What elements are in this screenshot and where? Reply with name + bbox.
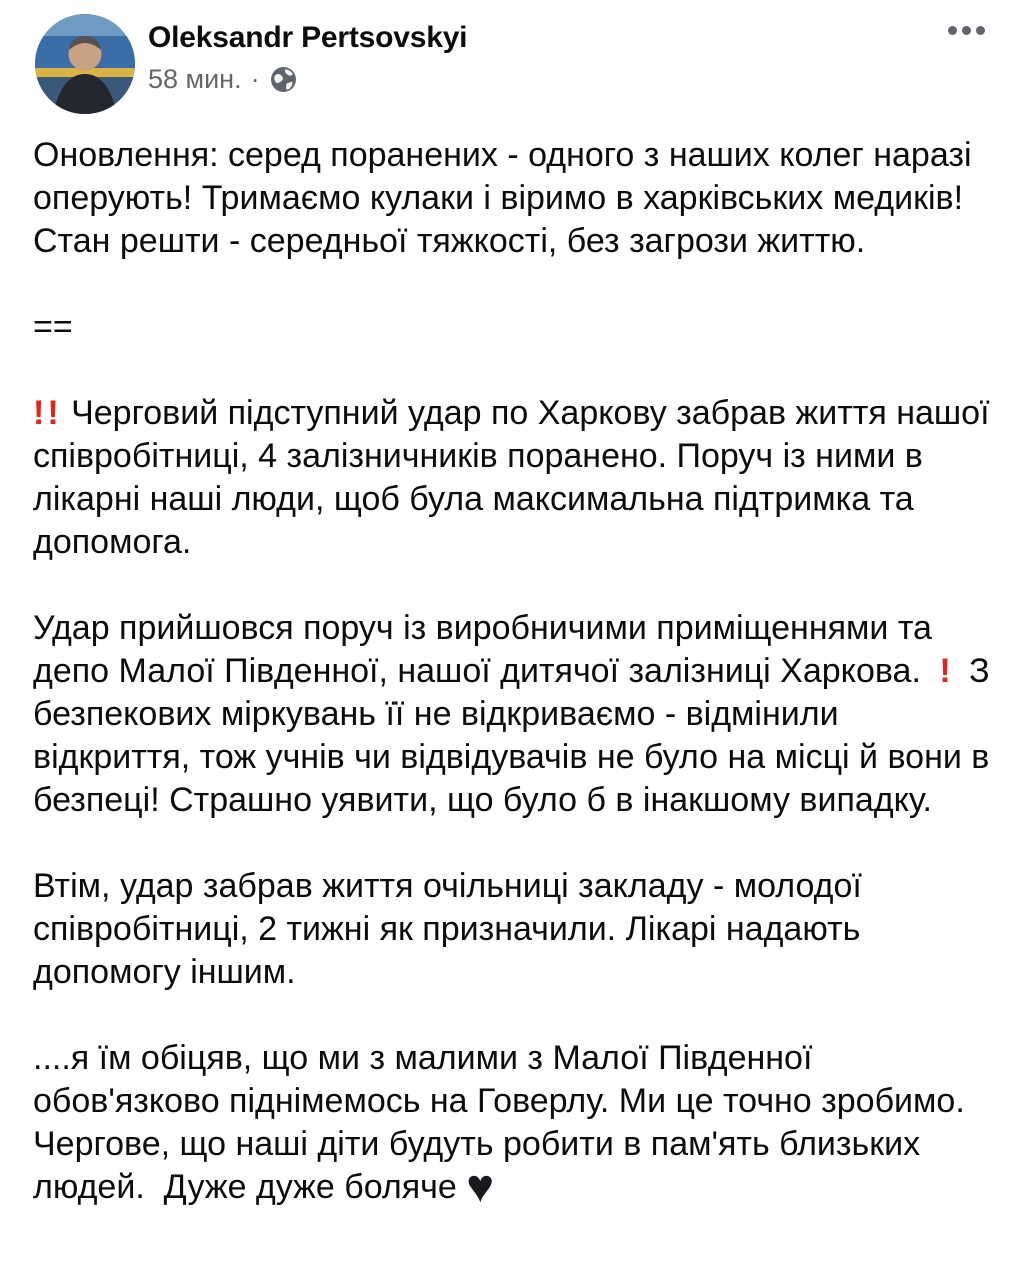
timestamp[interactable]: 58 мин. [148, 64, 242, 94]
paragraph-text: ....я їм обіцяв, що ми з малими з Малої Південної обов'язково піднімемось на Говерлу. Ми це точно зробимо. Чергове, що наші діти будуть робити в пам'ять близьких людей. Дуже дуже боляче [33, 1039, 975, 1206]
black-heart-icon: ♥ [466, 1159, 495, 1212]
post-body [0, 118, 1023, 1212]
paragraph-text: Черговий підступний удар по Харкову забрав життя нашої співробітниці, 4 залізничників поранено. Поруч із ними в лікарні наші люди, щоб була максимальна підтримка та допомога. [33, 394, 999, 561]
post-separator-line: == [33, 308, 73, 346]
post-header [0, 0, 1023, 118]
more-options-button[interactable] [942, 20, 991, 41]
avatar[interactable] [35, 14, 135, 114]
avatar-photo [35, 14, 135, 114]
post-paragraph-strike-news [33, 392, 999, 564]
author-name[interactable]: Oleksandr Pertsovskyi [148, 21, 468, 54]
post-paragraph-victim: Втім, удар забрав життя очільниці закладу - молодої співробітниці, 2 тижні як призначили. Лікарі надають допомогу іншим. [33, 867, 872, 991]
exclamation-icon: ! [939, 652, 951, 690]
double-exclamation-icon: !! [33, 394, 62, 432]
post-subline [148, 64, 467, 95]
paragraph-text: З безпекових міркувань її не відкриваємо - відмінили відкриття, тож учнів чи відвідувачів не було на місці й вони в безпеці! Страшно уявити, що було б в інакшому випадку. [33, 652, 1000, 819]
post-meta [148, 14, 467, 95]
paragraph-text: Удар прийшовся поруч із виробничими приміщеннями та депо Малої Південної, нашої дитячої залізниці Харкова. [33, 609, 942, 690]
post-paragraph-depot [33, 607, 1000, 822]
post-paragraph-promise [33, 1037, 993, 1212]
post-paragraph-update: Оновлення: серед поранених - одного з наших колег наразі оперують! Тримаємо кулаки і віримо в харківських медиків! Стан решти - середньої тяжкості, без загрози життю. [33, 136, 981, 260]
separator-dot: · [250, 64, 260, 94]
ellipsis-icon [948, 26, 957, 35]
globe-icon [269, 65, 298, 94]
